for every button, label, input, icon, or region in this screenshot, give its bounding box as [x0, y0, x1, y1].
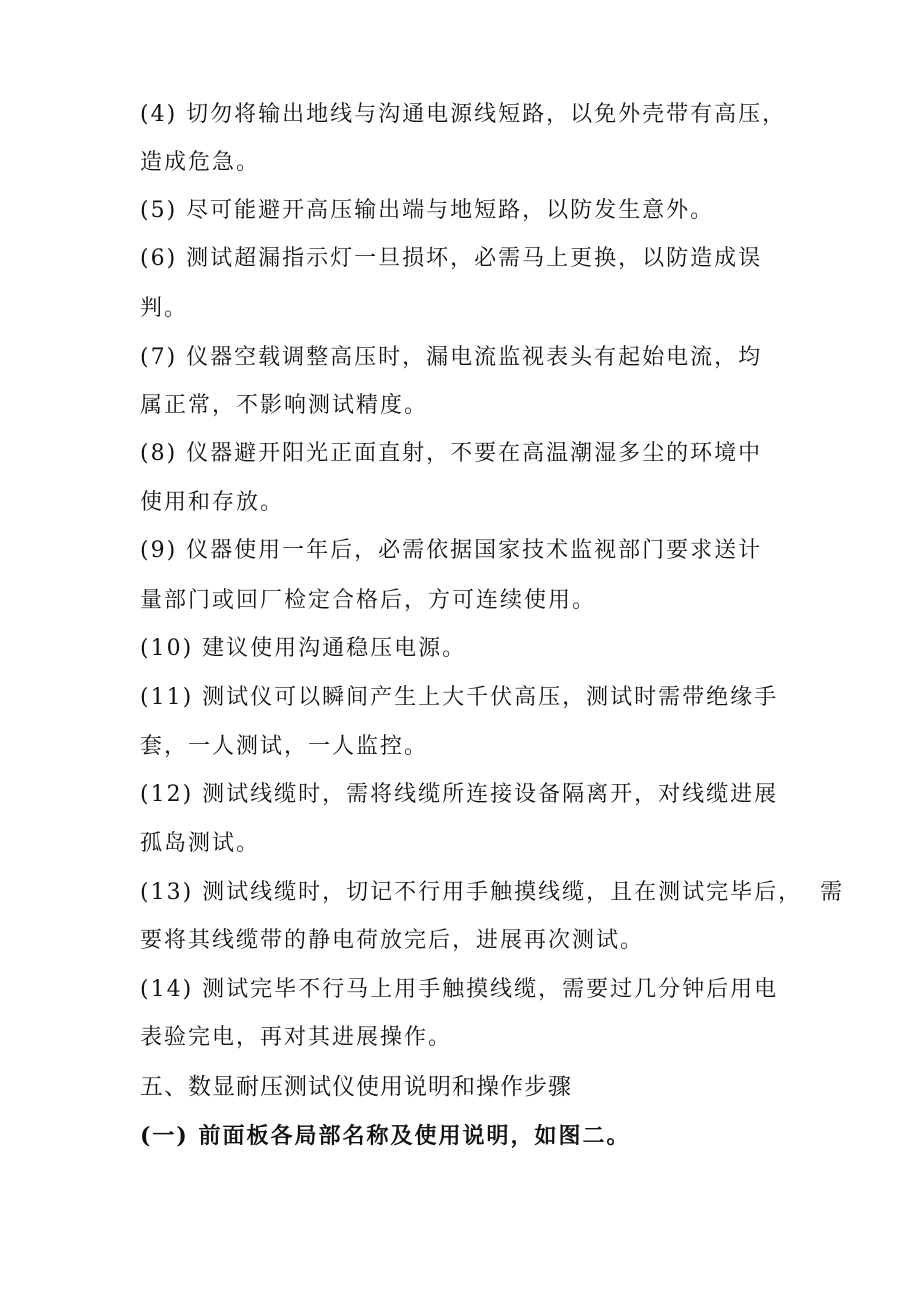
text-line: 孤岛测试。	[140, 831, 261, 856]
text-line: 判。	[140, 296, 189, 321]
text-line: 属正常，不影响测试精度。	[140, 393, 429, 418]
text-line: (13) 测试线缆时，切记不行用手触摸线缆，且在测试完毕后， 需	[140, 880, 845, 905]
text-line: (11) 测试仪可以瞬间产生上大千伏高压，测试时需带绝缘手	[140, 685, 779, 710]
text-line: (12) 测试线缆时，需将线缆所连接设备隔离开，对线缆进展	[140, 782, 779, 807]
text-line: (10) 建议使用沟通稳压电源。	[140, 636, 467, 661]
text-line: (9) 仪器使用一年后，必需依据国家技术监视部门要求送计	[140, 538, 763, 563]
text-line: (6) 测试超漏指示灯一旦损坏，必需马上更换，以防造成误	[140, 246, 763, 271]
text-line: 量部门或回厂检定合格后，方可连续使用。	[140, 588, 597, 613]
text-line: 套，一人测试，一人监控。	[140, 734, 429, 759]
subsection-heading: (一) 前面板各局部名称及使用说明，如图二。	[140, 1123, 631, 1149]
text-line: (14) 测试完毕不行马上用手触摸线缆，需要过几分钟后用电	[140, 977, 779, 1002]
text-line: 要将其线缆带的静电荷放完后，进展再次测试。	[140, 928, 645, 953]
text-line: 使用和存放。	[140, 490, 285, 515]
text-line: (7) 仪器空载调整高压时，漏电流监视表头有起始电流，均	[140, 345, 763, 370]
text-line: (5) 尽可能避开高压输出端与地短路，以防发生意外。	[140, 198, 715, 223]
text-line: (4) 切勿将输出地线与沟通电源线短路，以免外壳带有高压，	[140, 102, 787, 127]
section-heading: 五、数显耐压测试仪使用说明和操作步骤	[140, 1074, 572, 1100]
text-line: 表验完电，再对其进展操作。	[140, 1025, 453, 1050]
text-line: (8) 仪器避开阳光正面直射，不要在高温潮湿多尘的环境中	[140, 441, 763, 466]
text-line: 造成危急。	[140, 150, 261, 175]
